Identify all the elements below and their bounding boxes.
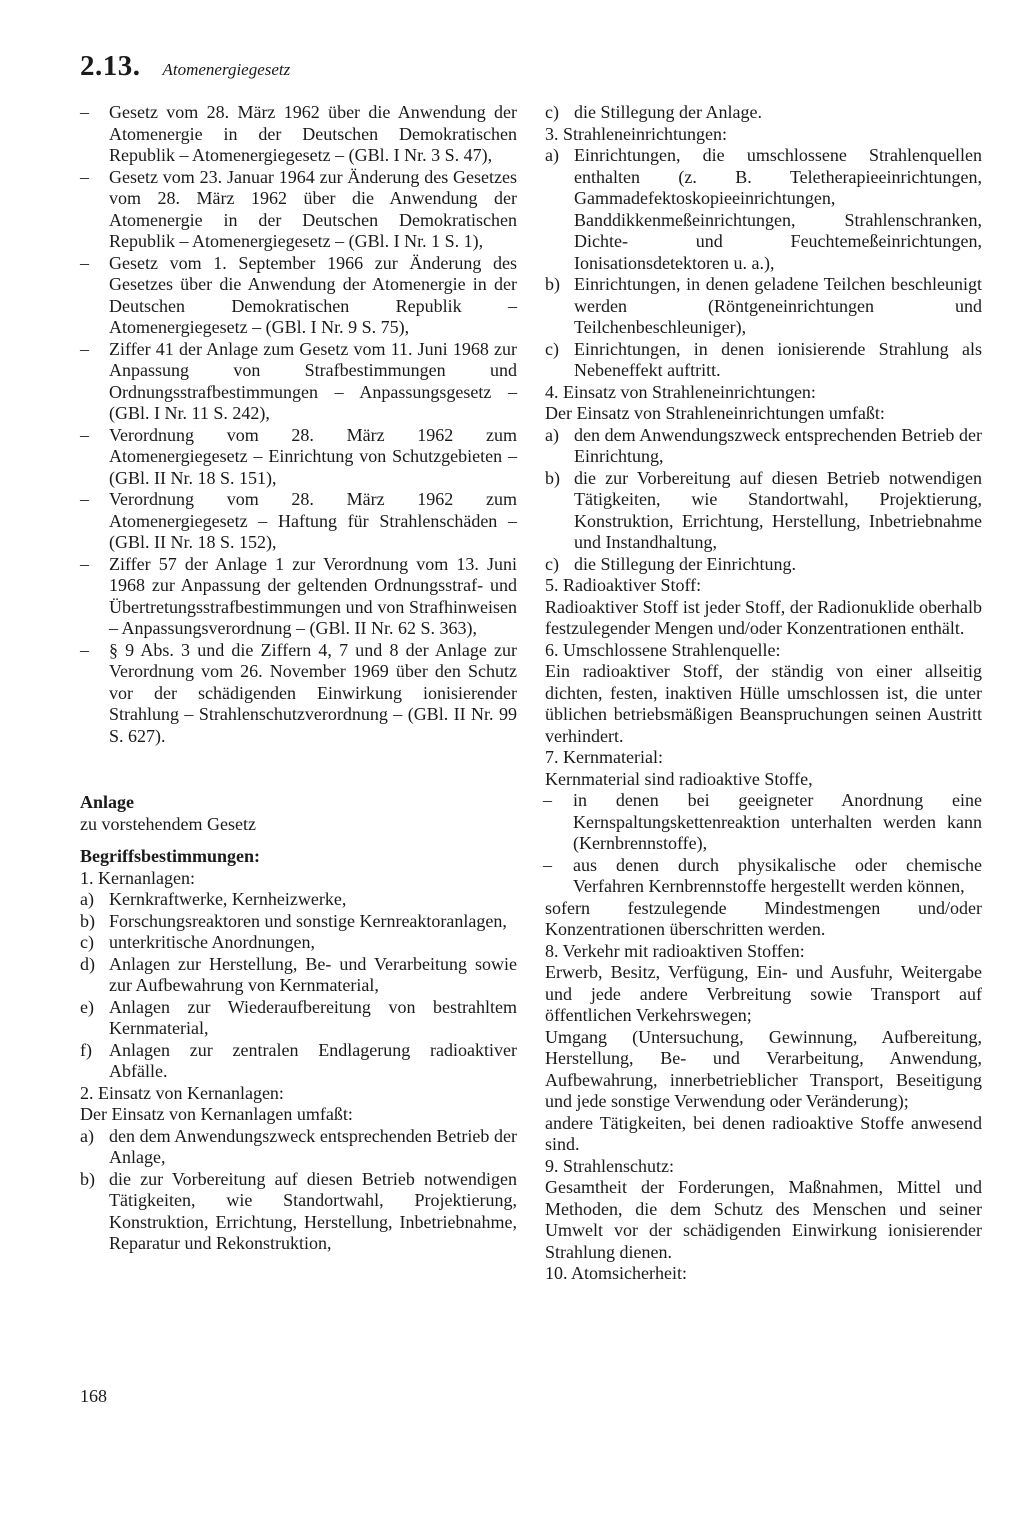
item-8-title: 8. Verkehr mit radioaktiven Stoffen: (545, 940, 805, 961)
list-item: b) Forschungsreaktoren und sonstige Kernreaktoranlagen, (80, 910, 507, 931)
anlage-subtitle: zu vorstehendem Gesetz (80, 813, 256, 834)
item-8-text-1: Erwerb, Besitz, Verfügung, Ein- und Ausfuhr, Weitergabe und jede andere Verbreitung sowie Transport auf öffentlichen Verkehrswegen; (545, 962, 982, 1025)
item-1-title: 1. Kernanlagen: (80, 867, 195, 888)
law-item: – Gesetz vom 1. September 1966 zur Änderung des Gesetzes über die Anwendung der Atomenergie in der Deutschen Demokratischen Republik – Atomenergiegesetz – (GBl. I Nr. 9 S. 75), (80, 252, 517, 337)
list-item: – in denen bei geeigneter Anordnung eine Kernspaltungskettenreaktion unterhalten werden kann (Kernbrennstoffe), (543, 790, 982, 853)
list-item: f) Anlagen zur zentralen Endlagerung radioaktiver Abfälle. (80, 1039, 517, 1081)
item-9-text: Gesamtheit der Forderungen, Maßnahmen, Mittel und Methoden, die dem Schutz des Menschen und seiner Umwelt vor der schädigenden Einwirkung ionisierender Strahlung dienen. (545, 1177, 982, 1262)
left-column (80, 102, 517, 1255)
list-item: c) unterkritische Anordnungen, (80, 932, 315, 952)
item-6-text: Ein radioaktiver Stoff, der ständig von einer allseitig dichten, festen, inaktiven Hülle umschlossen ist, die unter üblichen betriebsmäßigen Beanspruchungen seinen Austritt verhindert. (545, 661, 982, 746)
list-item: b) die zur Vorbereitung auf diesen Betrieb notwendigen Tätigkeiten, wie Standortwahl, Projektierung, Konstruktion, Errichtung, Herstellung, Inbetriebnahme, Reparatur und Rekonstruktion, (80, 1168, 517, 1253)
law-item: – Verordnung vom 28. März 1962 zum Atomenergiegesetz – Haftung für Strahlenschäden – (GBl. II Nr. 18 S. 152), (80, 489, 517, 552)
law-list (80, 102, 517, 747)
section-header (80, 50, 290, 83)
item-2-intro: Der Einsatz von Kernanlagen umfaßt: (80, 1104, 353, 1124)
law-item: – Verordnung vom 28. März 1962 zum Atomenergiegesetz – Einrichtung von Schutzgebieten – (GBl. II Nr. 18 S. 151), (80, 424, 517, 488)
item-7-title: 7. Kernmaterial: (545, 747, 663, 767)
list-item: e) Anlagen zur Wiederaufbereitung von bestrahltem Kernmaterial, (80, 996, 517, 1038)
item-3-title: 3. Strahleneinrichtungen: (545, 123, 727, 144)
section-title: Atomenergiegesetz (162, 60, 291, 79)
list-item: a) Kernkraftwerke, Kernheizwerke, (80, 889, 347, 909)
list-item: a) den dem Anwendungszweck entsprechenden Betrieb der Einrichtung, (545, 424, 982, 466)
item-5-title: 5. Radioaktiver Stoff: (545, 575, 702, 595)
page-number: 168 (80, 1386, 107, 1406)
list-item: a) den dem Anwendungszweck entsprechenden Betrieb der Anlage, (80, 1125, 517, 1167)
anlage-title: Anlage (80, 792, 134, 812)
item-9-title: 9. Strahlenschutz: (545, 1155, 674, 1176)
list-item: – aus denen durch physikalische oder chemische Verfahren Kernbrennstoffe hergestellt werden können, (543, 854, 982, 896)
list-item: c) Einrichtungen, in denen ionisierende Strahlung als Nebeneffekt auftritt. (545, 338, 982, 380)
law-item: – § 9 Abs. 3 und die Ziffern 4, 7 und 8 der Anlage zur Verordnung vom 26. November 1969 über den Schutz vor der schädigenden Einwirkung ionisierender Strahlung – Strahlenschutzverordnung – (GBl. II Nr. 99 S. 627). (80, 639, 517, 746)
item-4-intro: Der Einsatz von Strahleneinrichtungen umfaßt: (545, 403, 885, 423)
definitions-heading: Begriffsbestimmungen: (80, 846, 260, 866)
law-item: – Ziffer 41 der Anlage zum Gesetz vom 11. Juni 1968 zur Anpassung von Strafbestimmungen und Ordnungsstrafbestimmungen – Anpassungsgesetz – (GBl. I Nr. 11 S. 242), (80, 338, 517, 423)
item-6-title: 6. Umschlossene Strahlenquelle: (545, 639, 781, 660)
law-item: – Ziffer 57 der Anlage 1 zur Verordnung vom 13. Juni 1968 zur Anpassung der geltenden Ordnungsstraf- und Übertretungsstrafbestimmungen und von Strafhinweisen – Anpassungsverordnung – (GBl. II Nr. 62 S. 363), (80, 553, 517, 638)
item-7-intro: Kernmaterial sind radioaktive Stoffe, (545, 768, 813, 789)
list-item: d) Anlagen zur Herstellung, Be- und Verarbeitung sowie zur Aufbewahrung von Kernmaterial, (80, 953, 517, 995)
list-item: a) Einrichtungen, die umschlossene Strahlenquellen enthalten (z. B. Teletherapieeinrichtungen, Gammadefektoskopieeinrichtungen, Banddikkenmeßeinrichtungen, Strahlenschranken, Dichte- und Feuchtemeßeinrichtungen, Ionisationsdetektoren u. a.), (545, 145, 982, 273)
item-10-title: 10. Atomsicherheit: (545, 1263, 687, 1283)
item-5-text: Radioaktiver Stoff ist jeder Stoff, der Radionuklide oberhalb festzulegender Mengen und/oder Konzentrationen enthält. (545, 596, 982, 638)
list-item: c) die Stillegung der Einrichtung. (545, 553, 796, 574)
item-2-title: 2. Einsatz von Kernanlagen: (80, 1082, 284, 1103)
list-item: b) die zur Vorbereitung auf diesen Betrieb notwendigen Tätigkeiten, wie Standortwahl, Projektierung, Konstruktion, Errichtung, Herstellung, Inbetriebnahme und Instandhaltung, (545, 467, 982, 552)
section-number: 2.13. (80, 50, 141, 82)
item-4-title: 4. Einsatz von Strahleneinrichtungen: (545, 381, 816, 402)
law-item: – Gesetz vom 28. März 1962 über die Anwendung der Atomenergie in der Deutschen Demokratischen Republik – Atomenergiegesetz – (GBl. I Nr. 3 S. 47), (80, 102, 517, 165)
right-column (545, 102, 982, 1285)
item-8-text-2: Umgang (Untersuchung, Gewinnung, Aufbereitung, Herstellung, Be- und Verarbeitung, Anwendung, Aufbewahrung, innerbetrieblicher Transport, Beseitigung und jede sonstige Verwendung oder Veränderung); (545, 1026, 982, 1111)
item-7-outro: sofern festzulegende Mindestmengen und/oder Konzentrationen überschritten werden. (545, 897, 982, 939)
list-item: b) Einrichtungen, in denen geladene Teilchen beschleunigt werden (Röntgeneinrichtungen und Teilchenbeschleuniger), (545, 274, 982, 337)
item-8-text-3: andere Tätigkeiten, bei denen radioaktive Stoffe anwesend sind. (545, 1112, 982, 1154)
list-item: c) die Stillegung der Anlage. (545, 102, 762, 122)
law-item: – Gesetz vom 23. Januar 1964 zur Änderung des Gesetzes vom 28. März 1962 über die Anwendung der Atomenergie in der Deutschen Demokratischen Republik – Atomenergiegesetz – (GBl. I Nr. 1 S. 1), (80, 166, 517, 251)
